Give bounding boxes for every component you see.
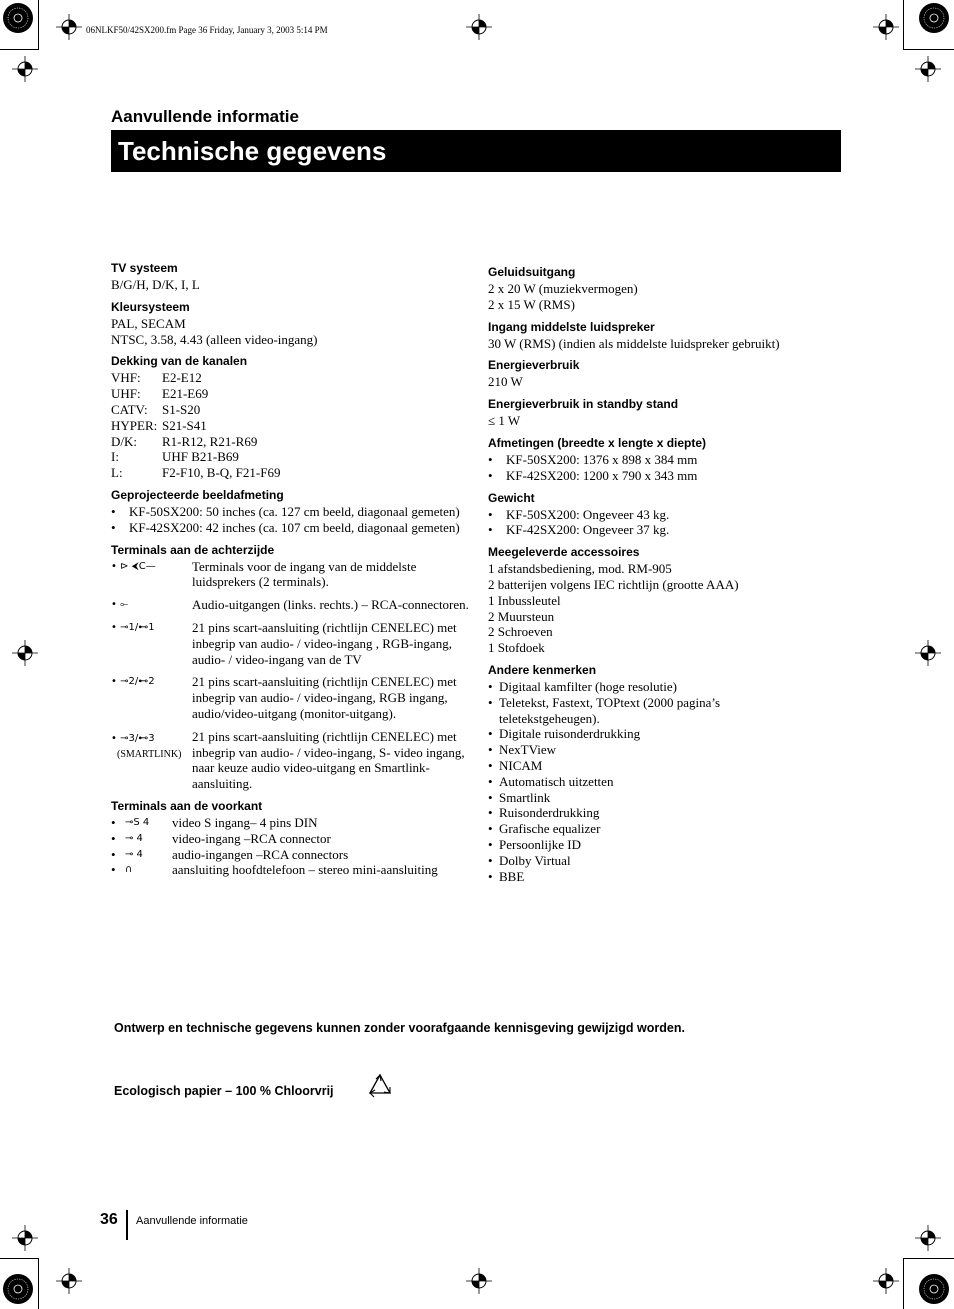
terminal-item <box>111 729 481 792</box>
spec-value: 1 Inbussleutel <box>488 592 561 608</box>
list-item: • NICAM <box>488 757 543 773</box>
starburst-mark-top-right <box>918 2 950 34</box>
recycle-icon <box>366 1073 394 1100</box>
spec-value: ≤ 1 W <box>488 413 521 429</box>
registration-target-mark <box>915 1225 941 1251</box>
left-column <box>111 261 481 885</box>
spec-value: 210 W <box>488 374 523 390</box>
s-video-input-icon: ⊸S 4 <box>125 816 150 828</box>
registration-target-mark <box>12 640 38 666</box>
terminal-text: video-ingang –RCA connector <box>172 830 331 846</box>
registration-target-mark <box>466 1268 492 1294</box>
list-item: • Smartlink <box>488 789 551 805</box>
list-item-text: NICAM <box>499 757 543 773</box>
channel-row <box>111 434 481 450</box>
list-item-text: Dolby Virtual <box>499 852 571 868</box>
spec-heading: Dekking van de kanalen <box>111 354 248 369</box>
spec-energie <box>488 358 828 390</box>
spec-heading: Terminals aan de achterzijde <box>111 542 275 557</box>
list-item-text: Automatisch uitzetten <box>499 773 614 789</box>
band-range: F2-F10, B-Q, F21-F69 <box>162 465 281 481</box>
spec-kanalen <box>111 354 481 481</box>
front-terminal-item: • ⊸ 4 video-ingang –RCA connector <box>111 830 331 846</box>
spec-heading: Geluidsuitgang <box>488 265 576 279</box>
speaker-terminal-icon: • ⊳ ⮜C— <box>111 560 156 572</box>
page-title: Technische gegevens <box>111 130 841 172</box>
list-item-text: Digitaal kamfilter (hoge resolutie) <box>499 678 677 694</box>
band-range: UHF B21-B69 <box>162 449 239 465</box>
spec-value: 2 batterijen volgens IEC richtlijn (grootte AAA) <box>488 576 739 592</box>
video-input-icon: ⊸ 4 <box>125 832 143 844</box>
spec-terminals-voor <box>111 799 481 878</box>
terminal-item <box>111 559 481 591</box>
spec-heading: Ingang middelste luidspreker <box>488 319 655 334</box>
band-label: CATV: <box>111 401 148 417</box>
eco-paper-note: Ecologisch papier – 100 % Chloorvrij <box>114 1084 334 1098</box>
band-range: S1-S20 <box>162 401 201 417</box>
spec-standby <box>488 397 828 429</box>
channel-row <box>111 386 481 402</box>
front-terminal-item: • ⊸S 4 video S ingang– 4 pins DIN <box>111 814 318 830</box>
spec-tv-systeem <box>111 261 481 293</box>
spec-value: NTSC, 3.58, 4.43 (alleen video-ingang) <box>111 331 318 347</box>
list-item: • KF-50SX200: Ongeveer 43 kg. <box>488 506 670 522</box>
terminal-icon-cell <box>111 729 192 792</box>
registration-target-mark <box>915 56 941 82</box>
band-range: R1-R12, R21-R69 <box>162 433 258 449</box>
terminal-item <box>111 597 481 613</box>
channel-row <box>111 449 481 465</box>
spec-heading: Geprojecteerde beeldafmeting <box>111 487 284 502</box>
registration-target-mark <box>873 1268 899 1294</box>
scart-3-icon: • ⊸3/⊷3 <box>111 732 155 744</box>
list-item-text: Digitale ruisonderdrukking <box>499 726 641 742</box>
channel-row <box>111 402 481 418</box>
list-item-text: KF-42SX200: 42 inches (ca. 107 cm beeld, diagonaal gemeten) <box>129 519 460 535</box>
audio-input-icon: ⊸ 4 <box>125 848 143 860</box>
list-item: • KF-50SX200: 50 inches (ca. 127 cm beeld, diagonaal gemeten) <box>111 503 460 519</box>
channel-row <box>111 418 481 434</box>
spec-heading: Energieverbruik in standby stand <box>488 397 679 412</box>
list-item-text: KF-50SX200: Ongeveer 43 kg. <box>506 506 670 522</box>
spec-kleursysteem <box>111 300 481 348</box>
list-item-text: Ruisonderdrukking <box>499 805 600 821</box>
terminal-text: 21 pins scart-aansluiting (richtlijn CENELEC) met inbegrip van audio- / video-ingang, RGB ingang, audio/video-uitgang (monitor-uitgang). <box>192 674 457 721</box>
band-label: UHF: <box>111 386 141 402</box>
spec-heading: Andere kenmerken <box>488 662 597 677</box>
file-info: 06NLKF50/42SX200.fm Page 36 Friday, January 3, 2003 5:14 PM <box>86 25 328 35</box>
registration-target-mark <box>56 1268 82 1294</box>
list-item: • BBE <box>488 868 525 884</box>
list-item: • Teletekst, Fastext, TOPtext (2000 pagina’s teletekstgeheugen). <box>488 695 828 727</box>
spec-middelste-luidspreker <box>488 320 828 352</box>
spec-beeldafmeting <box>111 488 481 536</box>
scart-2-icon: • ⊸2/⊷2 <box>111 676 155 688</box>
scart-1-icon: • ⊸1/⊷1 <box>111 621 155 633</box>
registration-target-mark <box>12 1225 38 1251</box>
spec-terminals-achter <box>111 543 481 792</box>
list-item-text: KF-50SX200: 1376 x 898 x 384 mm <box>506 451 698 467</box>
spec-value: 1 Stofdoek <box>488 640 545 656</box>
front-terminal-item: • ⊸ 4 audio-ingangen –RCA connectors <box>111 846 349 862</box>
list-item: • KF-42SX200: Ongeveer 37 kg. <box>488 522 670 538</box>
registration-target-mark <box>873 14 899 40</box>
band-label: I: <box>111 449 119 465</box>
terminal-text: video S ingang– 4 pins DIN <box>172 814 318 830</box>
band-range: E21-E69 <box>162 386 209 402</box>
starburst-mark-bottom-right <box>918 1273 950 1305</box>
disclaimer-note: Ontwerp en technische gegevens kunnen zonder voorafgaande kennisgeving gewijzigd worden. <box>114 1021 685 1035</box>
list-item: • KF-50SX200: 1376 x 898 x 384 mm <box>488 451 698 467</box>
registration-target-mark <box>466 14 492 40</box>
list-item: • KF-42SX200: 42 inches (ca. 107 cm beeld, diagonaal gemeten) <box>111 519 460 535</box>
terminal-item <box>111 674 481 721</box>
spec-value: 2 x 15 W (RMS) <box>488 296 575 312</box>
spec-heading: TV systeem <box>111 261 178 275</box>
spec-gewicht <box>488 491 828 539</box>
spec-value: 1 afstandsbediening, mod. RM-905 <box>488 561 672 577</box>
list-item: • Dolby Virtual <box>488 852 571 868</box>
list-item-text: KF-42SX200: 1200 x 790 x 343 mm <box>506 467 698 483</box>
list-item-text: Persoonlijke ID <box>499 836 581 852</box>
spec-heading: Energieverbruik <box>488 358 580 373</box>
list-item-text: Smartlink <box>499 789 551 805</box>
band-range: S21-S41 <box>162 417 207 433</box>
right-column <box>488 265 828 891</box>
spec-value: B/G/H, D/K, I, L <box>111 277 200 292</box>
band-range: E2-E12 <box>162 370 202 386</box>
headphones-icon: ∩ <box>125 864 133 876</box>
list-item: • Digitale ruisonderdrukking <box>488 726 641 742</box>
terminal-text: Audio-uitgangen (links. rechts.) – RCA-connectoren. <box>192 597 469 613</box>
list-item-text: BBE <box>499 868 525 884</box>
terminal-text: Terminals voor de ingang van de middelste luidsprekers (2 terminals). <box>192 558 417 590</box>
spec-heading: Gewicht <box>488 490 535 505</box>
section-heading: Aanvullende informatie <box>111 107 299 126</box>
list-item-text: NexTView <box>499 742 556 758</box>
registration-target-mark <box>12 56 38 82</box>
list-item: • Persoonlijke ID <box>488 836 581 852</box>
list-item-text: KF-42SX200: Ongeveer 37 kg. <box>506 522 670 538</box>
front-terminal-item: • ∩ aansluiting hoofdtelefoon – stereo mini-aansluiting <box>111 862 438 878</box>
list-item: • NexTView <box>488 742 556 758</box>
smartlink-label: (SMARTLINK) <box>117 748 182 760</box>
channel-row <box>111 465 481 481</box>
spec-afmetingen <box>488 436 828 484</box>
starburst-mark-bottom-left <box>2 1273 34 1305</box>
spec-value: 2 Muursteun <box>488 608 555 624</box>
terminal-text: 21 pins scart-aansluiting (richtlijn CENELEC) met inbegrip van audio- / video-ingang, S- video ingang, naar keuze audio video-uitgang en Smartlink-aansluiting. <box>192 728 465 792</box>
terminal-item <box>111 620 481 667</box>
list-item: • Ruisonderdrukking <box>488 805 600 821</box>
spec-geluid <box>488 265 828 313</box>
starburst-mark-top-left <box>2 2 34 34</box>
spec-heading: Terminals aan de voorkant <box>111 798 263 813</box>
spec-heading: Meegeleverde accessoires <box>488 545 640 560</box>
spec-value: PAL, SECAM <box>111 315 186 331</box>
list-item-text: Grafische equalizer <box>499 821 601 837</box>
audio-output-icon: • ⟜ <box>111 599 129 611</box>
list-item-text: Teletekst, Fastext, TOPtext (2000 pagina’s teletekstgeheugen). <box>499 694 721 726</box>
list-item-text: KF-50SX200: 50 inches (ca. 127 cm beeld, diagonaal gemeten) <box>129 503 460 519</box>
registration-target-mark <box>56 14 82 40</box>
page-number: 36 <box>100 1211 118 1228</box>
list-item: • KF-42SX200: 1200 x 790 x 343 mm <box>488 467 698 483</box>
band-label: L: <box>111 465 123 481</box>
footer-section: Aanvullende informatie <box>136 1215 248 1227</box>
terminal-text: 21 pins scart-aansluiting (richtlijn CENELEC) met inbegrip van audio- / video-ingang , RGB-ingang, audio- / video-ingang van de TV <box>192 619 457 667</box>
channel-row <box>111 370 481 386</box>
terminal-text: audio-ingangen –RCA connectors <box>172 846 349 862</box>
registration-target-mark <box>915 640 941 666</box>
terminal-text: aansluiting hoofdtelefoon – stereo mini-aansluiting <box>172 862 438 878</box>
list-item: • Automatisch uitzetten <box>488 773 614 789</box>
band-label: VHF: <box>111 370 141 386</box>
spec-value: 30 W (RMS) (indien als middelste luidspreker gebruikt) <box>488 335 780 351</box>
footer-divider <box>126 1210 128 1240</box>
list-item: • Digitaal kamfilter (hoge resolutie) <box>488 678 677 694</box>
spec-value: 2 Schroeven <box>488 624 553 640</box>
list-item: • Grafische equalizer <box>488 821 601 837</box>
band-label: HYPER: <box>111 417 158 433</box>
spec-accessoires <box>488 545 828 656</box>
spec-heading: Kleursysteem <box>111 299 190 314</box>
spec-value: 2 x 20 W (muziekvermogen) <box>488 281 638 296</box>
spec-andere-kenmerken <box>488 663 828 884</box>
spec-heading: Afmetingen (breedte x lengte x diepte) <box>488 435 707 450</box>
band-label: D/K: <box>111 433 137 449</box>
